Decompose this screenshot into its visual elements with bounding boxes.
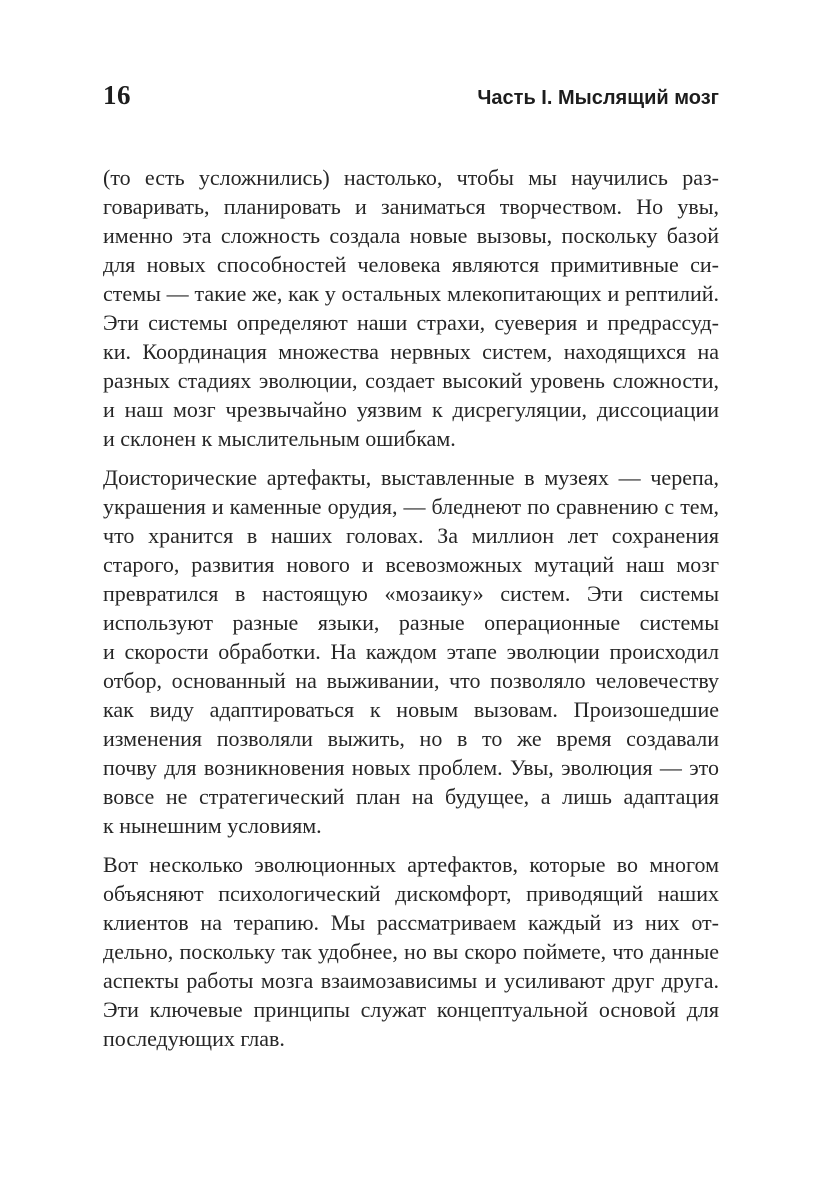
text-line: стемы — такие же, как у остальных млекопитающих и рептилий. [103, 281, 719, 306]
text-line: именно эта сложность создала новые вызовы, поскольку базой [103, 223, 719, 248]
text-line: разных стадиях эволюции, создает высокий уровень сложности, [103, 368, 719, 393]
text-line: и скорости обработки. На каждом этапе эволюции происходил [103, 639, 719, 664]
text-line: вовсе не стратегический план на будущее, а лишь адаптация [103, 784, 719, 809]
page-body [103, 163, 719, 1053]
paragraph [103, 850, 719, 1053]
text-line: отбор, основанный на выживании, что позволяло человечеству [103, 668, 719, 693]
text-line: говаривать, планировать и заниматься творчеством. Но увы, [103, 194, 719, 219]
text-line: почву для возникновения новых проблем. Увы, эволюция — это [103, 755, 719, 780]
running-header [103, 80, 719, 111]
text-line: и наш мозг чрезвычайно уязвим к дисрегуляции, диссоциации [103, 397, 719, 422]
paragraph [103, 163, 719, 453]
paragraph [103, 463, 719, 840]
text-line: Эти системы определяют наши страхи, суеверия и предрассуд- [103, 310, 719, 335]
running-head-title: Часть I. Мыслящий мозг [477, 87, 719, 109]
text-line: объясняют психологический дискомфорт, приводящий наших [103, 881, 719, 906]
text-line: (то есть усложнились) настолько, чтобы мы научились раз- [103, 165, 719, 190]
text-line: как виду адаптироваться к новым вызовам. Произошедшие [103, 697, 719, 722]
text-line: старого, развития нового и всевозможных мутаций наш мозг [103, 552, 719, 577]
text-line: дельно, поскольку так удобнее, но вы скоро поймете, что данные [103, 939, 719, 964]
page-number: 16 [103, 80, 131, 110]
text-line: Вот несколько эволюционных артефактов, которые во многом [103, 852, 719, 877]
text-line: ки. Координация множества нервных систем, находящихся на [103, 339, 719, 364]
text-line: украшения и каменные орудия, — бледнеют по сравнению с тем, [103, 494, 719, 519]
text-line: и склонен к мыслительным ошибкам. [103, 426, 456, 451]
text-line: что хранится в наших головах. За миллион лет сохранения [103, 523, 719, 548]
text-line: Эти ключевые принципы служат концептуальной основой для [103, 997, 719, 1022]
text-line: последующих глав. [103, 1026, 285, 1051]
text-line: для новых способностей человека являются примитивные си- [103, 252, 719, 277]
text-line: превратился в настоящую «мозаику» систем. Эти системы [103, 581, 719, 606]
text-line: клиентов на терапию. Мы рассматриваем каждый из них от- [103, 910, 719, 935]
text-line: к нынешним условиям. [103, 813, 322, 838]
text-line: изменения позволяли выжить, но в то же время создавали [103, 726, 719, 751]
text-line: используют разные языки, разные операционные системы [103, 610, 719, 635]
text-line: Доисторические артефакты, выставленные в музеях — черепа, [103, 465, 719, 490]
text-line: аспекты работы мозга взаимозависимы и усиливают друг друга. [103, 968, 719, 993]
